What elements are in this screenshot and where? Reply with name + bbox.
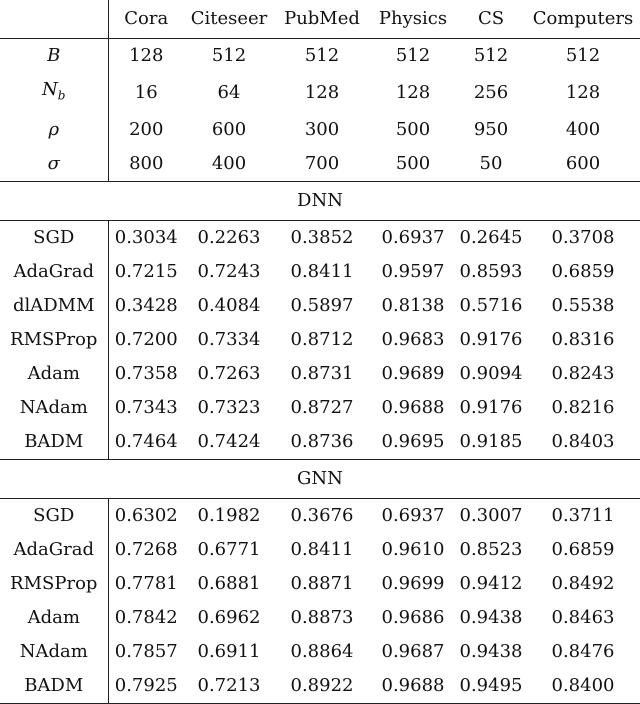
- accuracy-value: 0.9412: [459, 572, 523, 594]
- accuracy-value: 0.7268: [114, 538, 178, 560]
- method-name: dlADMM: [0, 289, 108, 323]
- hyperparam-row: [0, 73, 640, 113]
- accuracy-value: 0.8463: [551, 606, 615, 628]
- accuracy-value: 0.7424: [197, 430, 261, 452]
- table-row: [0, 425, 640, 460]
- hyperparam-value: 300: [304, 118, 340, 140]
- hyperparam-value: 64: [217, 81, 241, 103]
- accuracy-value: 0.6859: [551, 538, 615, 560]
- hyperparam-row: [0, 39, 640, 74]
- column-header-cs: CS: [477, 8, 505, 29]
- accuracy-value: 0.5897: [290, 294, 354, 316]
- accuracy-value: 0.3676: [274, 498, 370, 533]
- accuracy-value: 0.4084: [197, 294, 261, 316]
- accuracy-value: 0.8316: [551, 328, 615, 350]
- hyperparam-value: 128: [108, 39, 184, 74]
- method-name: BADM: [0, 669, 108, 704]
- hyperparam-value: 600: [211, 118, 247, 140]
- hyperparam-value: 500: [395, 152, 431, 174]
- accuracy-value: 0.6911: [197, 640, 261, 662]
- section-title: DNN: [0, 181, 640, 220]
- hyperparam-value: 128: [565, 81, 601, 103]
- hyperparam-symbol-text: ρ: [48, 118, 60, 140]
- column-header-row: [0, 0, 640, 39]
- accuracy-value: 0.9094: [459, 362, 523, 384]
- method-name: AdaGrad: [0, 255, 108, 289]
- accuracy-value: 0.8712: [290, 328, 354, 350]
- method-name: RMSProp: [0, 567, 108, 601]
- hyperparam-value: 512: [184, 39, 274, 74]
- accuracy-value: 0.8411: [290, 538, 354, 560]
- table-row: [0, 533, 640, 567]
- accuracy-value: 0.8873: [290, 606, 354, 628]
- accuracy-value: 0.3034: [108, 220, 184, 255]
- method-name: BADM: [0, 425, 108, 460]
- table-row: [0, 255, 640, 289]
- accuracy-value: 0.3711: [526, 498, 640, 533]
- hyperparam-value: 512: [456, 39, 526, 74]
- accuracy-value: 0.9438: [459, 606, 523, 628]
- accuracy-value: 0.7781: [114, 572, 178, 594]
- accuracy-value: 0.5716: [459, 294, 523, 316]
- accuracy-value: 0.3852: [274, 220, 370, 255]
- accuracy-value: 0.8864: [290, 640, 354, 662]
- accuracy-value: 0.3007: [456, 498, 526, 533]
- hyperparam-symbol: [0, 113, 108, 147]
- accuracy-value: 0.6302: [108, 498, 184, 533]
- accuracy-value: 0.9438: [459, 640, 523, 662]
- column-header-cora: Cora: [124, 8, 169, 29]
- accuracy-value: 0.8727: [290, 396, 354, 418]
- accuracy-value: 0.9176: [459, 328, 523, 350]
- accuracy-value: 0.7857: [114, 640, 178, 662]
- accuracy-value: 0.7263: [197, 362, 261, 384]
- accuracy-value: 0.2263: [184, 220, 274, 255]
- accuracy-value: 0.8871: [290, 572, 354, 594]
- method-name: AdaGrad: [0, 533, 108, 567]
- hyperparam-symbol-subscript: b: [57, 88, 66, 103]
- accuracy-value: 0.9610: [381, 538, 445, 560]
- section-title-row: [0, 459, 640, 498]
- table-row: [0, 391, 640, 425]
- table-row: [0, 289, 640, 323]
- hyperparam-symbol-text: N: [42, 79, 58, 100]
- accuracy-value: 0.3428: [114, 294, 178, 316]
- hyperparam-row: [0, 113, 640, 147]
- table-row: [0, 323, 640, 357]
- accuracy-value: 0.8403: [551, 430, 615, 452]
- accuracy-value: 0.9686: [381, 606, 445, 628]
- accuracy-value: 0.7925: [108, 669, 184, 704]
- accuracy-value: 0.8400: [526, 669, 640, 704]
- accuracy-value: 0.6937: [370, 220, 456, 255]
- hyperparam-value: 600: [565, 152, 601, 174]
- method-name: SGD: [0, 498, 108, 533]
- hyperparam-value: 256: [473, 81, 509, 103]
- section-title-row: [0, 181, 640, 220]
- accuracy-value: 0.9687: [381, 640, 445, 662]
- accuracy-value: 0.7842: [114, 606, 178, 628]
- hyperparam-symbol-text: B: [47, 45, 61, 66]
- accuracy-value: 0.9688: [370, 669, 456, 704]
- accuracy-value: 0.6881: [197, 572, 261, 594]
- accuracy-value: 0.8523: [459, 538, 523, 560]
- hyperparam-value: 500: [395, 118, 431, 140]
- accuracy-value: 0.9495: [456, 669, 526, 704]
- accuracy-value: 0.7334: [197, 328, 261, 350]
- hyperparam-symbol: [0, 39, 108, 74]
- method-name: SGD: [0, 220, 108, 255]
- hyperparam-value: 512: [370, 39, 456, 74]
- accuracy-value: 0.7213: [184, 669, 274, 704]
- accuracy-value: 0.9699: [381, 572, 445, 594]
- accuracy-value: 0.7200: [114, 328, 178, 350]
- hyperparam-symbol: [0, 147, 108, 182]
- accuracy-value: 0.8731: [290, 362, 354, 384]
- hyperparam-value: 16: [134, 81, 158, 103]
- hyperparam-row: [0, 147, 640, 182]
- accuracy-value: 0.8492: [551, 572, 615, 594]
- table-row: [0, 601, 640, 635]
- accuracy-value: 0.1982: [184, 498, 274, 533]
- table-body: [0, 39, 640, 704]
- table-row: [0, 567, 640, 601]
- accuracy-value: 0.9185: [459, 430, 523, 452]
- column-header-corner: [0, 0, 108, 39]
- method-name: Adam: [0, 601, 108, 635]
- table-header: [0, 0, 640, 39]
- accuracy-value: 0.9689: [381, 362, 445, 384]
- accuracy-value: 0.3708: [526, 220, 640, 255]
- method-name: RMSProp: [0, 323, 108, 357]
- accuracy-value: 0.8736: [290, 430, 354, 452]
- table-row: [0, 669, 640, 704]
- accuracy-value: 0.8243: [551, 362, 615, 384]
- accuracy-value: 0.7343: [114, 396, 178, 418]
- hyperparam-value: 800: [129, 152, 164, 174]
- method-name: NAdam: [0, 635, 108, 669]
- column-header-citeseer: Citeseer: [190, 8, 268, 29]
- accuracy-value: 0.2645: [456, 220, 526, 255]
- column-header-computers: Computers: [532, 8, 634, 29]
- accuracy-value: 0.8411: [290, 260, 354, 282]
- accuracy-value: 0.9176: [459, 396, 523, 418]
- hyperparam-value: 128: [304, 81, 340, 103]
- hyperparam-value: 128: [395, 81, 431, 103]
- accuracy-value: 0.6859: [551, 260, 615, 282]
- hyperparam-value: 400: [211, 152, 247, 174]
- table-row: [0, 220, 640, 255]
- accuracy-value: 0.8216: [551, 396, 615, 418]
- section-title: GNN: [0, 459, 640, 498]
- accuracy-value: 0.7464: [114, 430, 178, 452]
- hyperparam-value: 700: [304, 152, 340, 174]
- accuracy-value: 0.8138: [381, 294, 445, 316]
- method-name: Adam: [0, 357, 108, 391]
- accuracy-value: 0.7323: [197, 396, 261, 418]
- table-row: [0, 498, 640, 533]
- accuracy-value: 0.6962: [197, 606, 261, 628]
- hyperparam-symbol-text: σ: [47, 152, 60, 174]
- hyperparam-value: 200: [129, 118, 164, 140]
- accuracy-value: 0.6937: [370, 498, 456, 533]
- hyperparam-value: 512: [274, 39, 370, 74]
- hyperparam-value: 950: [473, 118, 509, 140]
- hyperparam-value: 400: [565, 118, 601, 140]
- accuracy-value: 0.7358: [114, 362, 178, 384]
- hyperparam-symbol: [0, 73, 108, 113]
- accuracy-value: 0.8922: [274, 669, 370, 704]
- accuracy-value: 0.6771: [197, 538, 261, 560]
- hyperparam-value: 512: [526, 39, 640, 74]
- method-name: NAdam: [0, 391, 108, 425]
- accuracy-value: 0.8476: [551, 640, 615, 662]
- accuracy-value: 0.7243: [197, 260, 261, 282]
- table-row: [0, 635, 640, 669]
- column-header-physics: Physics: [378, 8, 448, 29]
- accuracy-value: 0.9683: [381, 328, 445, 350]
- accuracy-value: 0.9695: [381, 430, 445, 452]
- table-row: [0, 357, 640, 391]
- accuracy-value: 0.9597: [381, 260, 445, 282]
- accuracy-value: 0.8593: [459, 260, 523, 282]
- accuracy-value: 0.7215: [114, 260, 178, 282]
- column-header-pubmed: PubMed: [284, 8, 360, 29]
- accuracy-value: 0.5538: [551, 294, 615, 316]
- accuracy-value: 0.9688: [381, 396, 445, 418]
- hyperparam-value: 50: [479, 152, 503, 174]
